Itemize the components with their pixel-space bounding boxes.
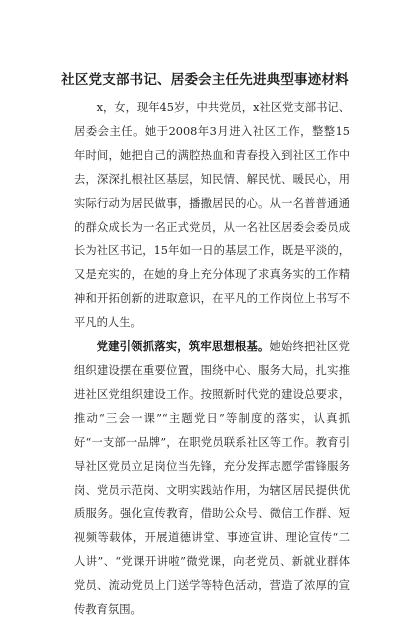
paragraph-intro [74,96,350,335]
document-title: 社区党支部书记、居委会主任先进典型事迹材料 [61,72,349,88]
paragraph-text: 她始终把社区党组织建设摆在重要位置，围绕中心、服务大局，扎实推进社区党组织建设工作。按照新时代党的建设总要求，推动“三会一课”“主题党日”等制度的落实，认真抓好“一支部一品牌”，在职党员联系社区等工作。教育引导社区党员立足岗位当先锋，充分发挥志愿学雷锋服务岗、党员示范岗、文明实践站作用，为辖区居民提供优质服务。强化宣传教育，借助公众号、微信工作群、短视频等载体，开展道德讲堂、事迹宣讲、理论宣传“二人讲”、“党课开讲啦”微党课，向老党员、新就业群体党员、流动党员上门送学等特色活动，营造了浓厚的宣传教育氛围。 [74,340,350,617]
document-body [74,96,350,622]
paragraph-party-building [74,335,350,622]
paragraph-lead: 党建引领抓落实，筑牢思想根基。 [96,340,270,354]
paragraph-text: x，女，现年45岁，中共党员，x社区党支部书记、居委会主任。她于2008年3月进入社区工作，整整15年时间，她把自己的满腔热血和青春投入到社区工作中去，深深扎根社区基层，知民情、解民忧、暖民心，用实际行动为居民做事，播撒居民的心。从一名普普通通的群众成长为一名正式党员，从一名社区居委会委员成长为社区书记，15年如一日的基层工作，既是平淡的，又是充实的，在她的身上充分体现了求真务实的工作精神和开拓创新的进取意识，在平凡的工作岗位上书写不平凡的人生。 [74,101,350,330]
